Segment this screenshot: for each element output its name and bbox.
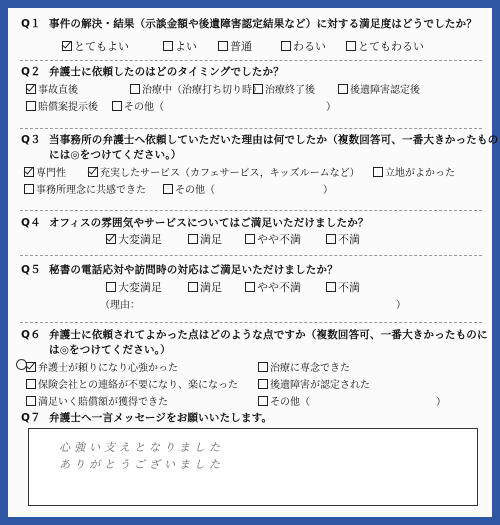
q5-question: Q５ 秘書の電話応対や訪問時の対応はご満足いただけましたか？ — [21, 264, 338, 276]
q5-reason-close: ） — [396, 300, 406, 311]
checkbox-checked-icon — [62, 41, 72, 51]
q3-other-close: ） — [323, 185, 333, 196]
q7-question: Q７ 弁護士へ一言メッセージをお願いいたします。 — [21, 412, 273, 424]
checkbox-icon — [258, 396, 268, 406]
q2-option-after-treatment[interactable]: 治療終了後 — [253, 81, 315, 96]
q5-option-very-satisfied[interactable]: 大変満足 — [106, 279, 162, 295]
q1-option-very-bad[interactable]: とてもわるい — [346, 38, 424, 54]
divider — [20, 128, 482, 129]
checkbox-icon — [188, 282, 198, 292]
checkbox-icon — [258, 379, 268, 389]
q4-option-dissatisfied[interactable]: 不満 — [326, 231, 360, 247]
q2-option-right-after[interactable]: 事故直後 — [26, 81, 78, 96]
checkbox-icon — [346, 41, 356, 51]
q1-question: Q１ 事件の解決・結果（示談金額や後遺障害認定結果など）に対する満足度はどうでしたか？ — [21, 18, 477, 30]
checkbox-checked-icon — [88, 167, 98, 177]
q6-option-other[interactable]: その他（ — [258, 393, 310, 408]
checkbox-icon — [218, 41, 228, 51]
divider — [20, 322, 482, 323]
checkbox-icon — [253, 84, 263, 94]
divider — [20, 60, 482, 61]
q3-question: Q３ 当事務所の弁護士へ依頼していただいた理由は何でしたか（複数回答可、一番大きかったもの — [21, 134, 499, 146]
q5-option-somewhat-dissatisfied[interactable]: やや不満 — [245, 279, 301, 295]
message-textarea[interactable] — [28, 428, 478, 506]
checkbox-checked-icon — [106, 234, 116, 244]
q4-option-very-satisfied[interactable]: 大変満足 — [106, 231, 162, 247]
handwritten-message-line1: 心強い支えとなりました — [59, 441, 224, 454]
q2-option-after-offer[interactable]: 賠償案提示後 — [26, 98, 98, 113]
checkbox-icon — [163, 41, 173, 51]
q5-option-dissatisfied[interactable]: 不満 — [326, 279, 360, 295]
checkbox-icon — [326, 282, 336, 292]
q2-option-during-treatment[interactable]: 治療中（治療打ち切り時） — [130, 81, 262, 96]
checkbox-icon — [130, 84, 140, 94]
checkbox-checked-icon — [24, 167, 34, 177]
q6-option-focus-treatment[interactable]: 治療に専念できた — [258, 359, 350, 374]
q1-option-very-good[interactable]: とてもよい — [62, 38, 129, 54]
q3-question-line2: には◎をつけてください。） — [49, 149, 182, 161]
checkbox-icon — [338, 84, 348, 94]
checkbox-icon — [245, 234, 255, 244]
checkbox-icon — [163, 184, 173, 194]
divider — [20, 255, 482, 256]
q5-option-satisfied[interactable]: 満足 — [188, 279, 222, 295]
q6-option-no-insurer-contact[interactable]: 保険会社との連絡が不要になり、楽になった — [26, 376, 238, 391]
q6-option-reliable[interactable]: 弁護士が頼りになり心強かった — [26, 359, 178, 374]
checkbox-icon — [326, 234, 336, 244]
q3-option-service[interactable]: 充実したサービス（カフェサービス，キッズルームなど） — [88, 164, 360, 179]
q6-question-line2: は◎をつけてください。） — [49, 344, 171, 356]
checkbox-icon — [106, 282, 116, 292]
q6-option-compensation[interactable]: 満足いく賠償額が獲得できた — [26, 393, 168, 408]
divider — [20, 210, 482, 211]
checkbox-icon — [188, 234, 198, 244]
checkbox-icon — [245, 282, 255, 292]
questionnaire-sheet — [8, 8, 499, 517]
checkbox-icon — [258, 362, 268, 372]
q1-option-normal[interactable]: 普通 — [218, 38, 252, 54]
checkbox-icon — [26, 396, 36, 406]
q3-option-expertise[interactable]: 専門性 — [24, 164, 66, 179]
q2-option-after-certification[interactable]: 後遺障害認定後 — [338, 81, 420, 96]
handwritten-message-line2: ありがとうございました — [59, 458, 224, 471]
q3-option-location[interactable]: 立地がよかった — [373, 164, 455, 179]
q2-question: Q２ 弁護士に依頼したのはどのタイミングでしたか？ — [21, 66, 284, 78]
q5-reason-label: （理由： — [100, 300, 140, 311]
checkbox-icon — [281, 41, 291, 51]
q1-option-good[interactable]: よい — [163, 38, 197, 54]
q4-option-satisfied[interactable]: 満足 — [188, 231, 222, 247]
checkbox-icon — [24, 184, 34, 194]
q6-option-certified[interactable]: 後遺障害が認定された — [258, 376, 370, 391]
q2-other-close: ） — [326, 102, 336, 113]
checkbox-icon — [26, 379, 36, 389]
q6-question: Q６ 弁護士に依頼されてよかった点はどのような点ですか（複数回答可、一番大きかったものに — [21, 329, 488, 341]
q4-question: Q４ オフィスの雰囲気やサービスについてはご満足いただけましたか？ — [21, 217, 369, 229]
checkbox-icon — [26, 101, 36, 111]
q2-option-other[interactable]: その他（ — [112, 98, 164, 113]
q3-option-philosophy[interactable]: 事務所理念に共感できた — [24, 181, 146, 196]
checkbox-checked-icon — [26, 362, 36, 372]
checkbox-icon — [112, 101, 122, 111]
q6-other-close: ） — [436, 397, 446, 408]
checkbox-checked-icon — [26, 84, 36, 94]
q4-option-somewhat-dissatisfied[interactable]: やや不満 — [245, 231, 301, 247]
q1-option-bad[interactable]: わるい — [281, 38, 326, 54]
q3-option-other[interactable]: その他（ — [163, 181, 215, 196]
checkbox-icon — [373, 167, 383, 177]
